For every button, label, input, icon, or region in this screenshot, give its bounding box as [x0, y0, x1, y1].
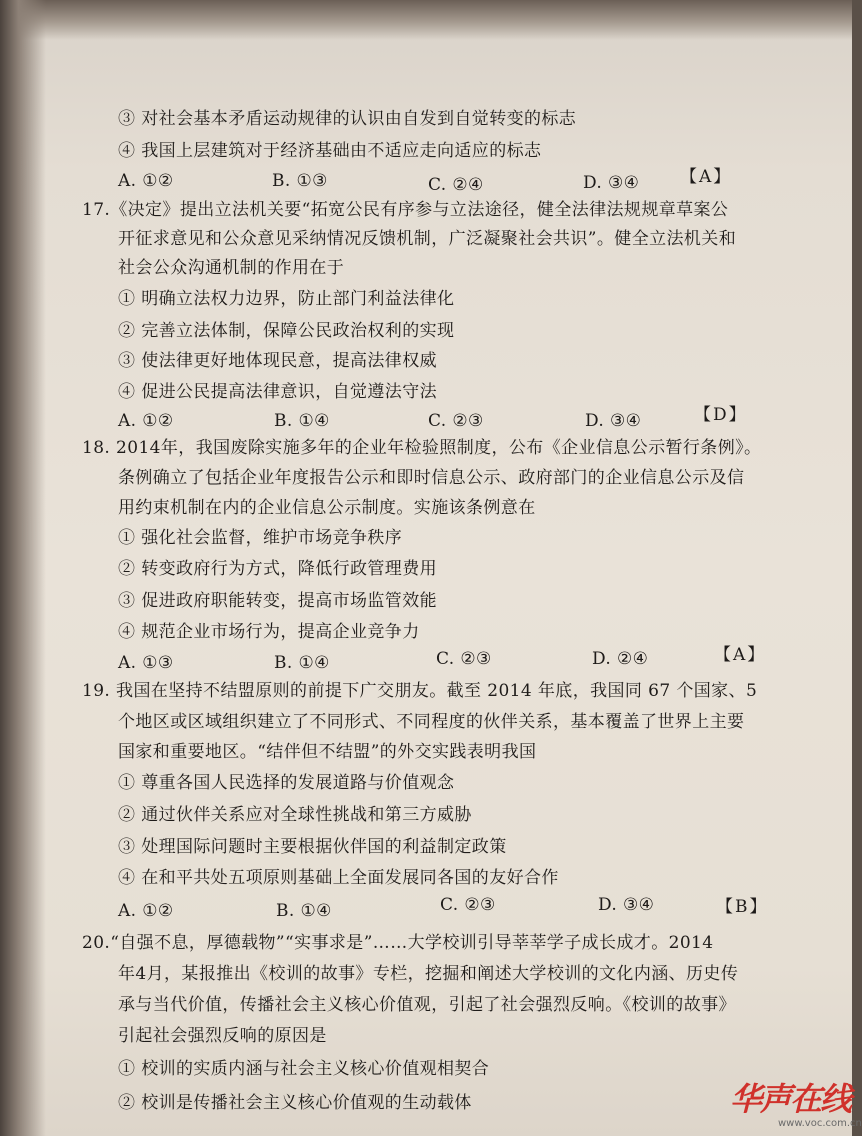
q20-stem-line-4: 引起社会强烈反响的原因是: [118, 1026, 327, 1046]
q18-stem-line-2: 条例确立了包括企业年度报告公示和即时信息公示、政府部门的企业信息公示及信: [118, 468, 745, 488]
q18-option-d: D. ②④: [592, 649, 649, 669]
q17-option-a: A. ①②: [118, 411, 174, 431]
watermark-logo: [730, 1074, 862, 1134]
q17-option-d: D. ③④: [585, 411, 642, 431]
q19-option-b: B. ①④: [276, 901, 332, 921]
q17-item-2: ② 完善立法体制，保障公民政治权利的实现: [118, 321, 455, 341]
q16-option-c: C. ②④: [428, 175, 484, 195]
q18-stem-line-3: 用约束机制在内的企业信息公示制度。实施该条例意在: [118, 498, 536, 518]
q19-stem-line-3: 国家和重要地区。“结伴但不结盟”的外交实践表明我国: [118, 742, 537, 762]
q17-item-3: ③ 使法律更好地体现民意，提高法律权威: [118, 351, 438, 371]
q18-item-1: ① 强化社会监督，维护市场竞争秩序: [118, 528, 403, 548]
q19-item-4: ④ 在和平共处五项原则基础上全面发展同各国的友好合作: [118, 868, 559, 888]
q18-option-a: A. ①③: [118, 653, 174, 673]
q19-item-2: ② 通过伙伴关系应对全球性挑战和第三方威胁: [118, 805, 472, 825]
q18-option-b: B. ①④: [274, 653, 330, 673]
q17-answer: 【D】: [694, 405, 748, 425]
q18-item-3: ③ 促进政府职能转变，提高市场监管效能: [118, 591, 438, 611]
q20-stem-line-3: 承与当代价值，传播社会主义核心价值观，引起了社会强烈反响。《校训的故事》: [118, 995, 736, 1015]
q18-item-4: ④ 规范企业市场行为，提高企业竞争力: [118, 622, 420, 642]
q19-item-1: ① 尊重各国人民选择的发展道路与价值观念: [118, 773, 455, 793]
q17-stem-line-1: 17.《决定》提出立法机关要“拓宽公民有序参与立法途径，健全法律法规规章草案公: [82, 200, 729, 220]
q19-answer: 【B】: [716, 897, 769, 917]
q16-option-b: B. ①③: [272, 171, 328, 191]
q19-stem-line-1: 19. 我国在坚持不结盟原则的前提下广交朋友。截至 2014 年底，我国同 67 个国家、5: [82, 681, 758, 701]
q16-item-4: ④ 我国上层建筑对于经济基础由不适应走向适应的标志: [118, 141, 542, 161]
q20-stem-line-2: 年4月，某报推出《校训的故事》专栏，挖掘和阐述大学校训的文化内涵、历史传: [118, 964, 739, 984]
watermark-url: www.voc.com.cn: [778, 1118, 862, 1129]
q20-stem-line-1: 20.“自强不息，厚德载物”“实事求是”……大学校训引导莘莘学子成长成才。2014: [82, 933, 714, 953]
watermark-logo-text: 华声在线: [730, 1080, 851, 1118]
q16-item-3: ③ 对社会基本矛盾运动规律的认识由自发到自觉转变的标志: [118, 109, 577, 129]
q18-option-c: C. ②③: [436, 649, 492, 669]
left-shadow: [0, 0, 46, 1136]
q19-option-c: C. ②③: [440, 895, 496, 915]
q19-option-a: A. ①②: [118, 901, 174, 921]
q18-answer: 【A】: [714, 645, 767, 665]
q17-stem-line-3: 社会公众沟通机制的作用在于: [118, 258, 345, 278]
q20-item-2: ② 校训是传播社会主义核心价值观的生动载体: [118, 1093, 472, 1113]
q20-item-1: ① 校训的实质内涵与社会主义核心价值观相契合: [118, 1059, 490, 1079]
q18-item-2: ② 转变政府行为方式，降低行政管理费用: [118, 559, 438, 579]
q16-answer: 【A】: [680, 167, 733, 187]
top-shadow: [0, 0, 852, 40]
q19-stem-line-2: 个地区或区域组织建立了不同形式、不同程度的伙伴关系，基本覆盖了世界上主要: [118, 712, 745, 732]
q17-item-4: ④ 促进公民提高法律意识，自觉遵法守法: [118, 382, 438, 402]
q19-option-d: D. ③④: [598, 895, 655, 915]
q16-option-a: A. ①②: [118, 171, 174, 191]
q19-item-3: ③ 处理国际问题时主要根据伙伴国的利益制定政策: [118, 837, 507, 857]
q17-option-c: C. ②③: [428, 411, 484, 431]
q17-item-1: ① 明确立法权力边界，防止部门利益法律化: [118, 289, 455, 309]
q17-option-b: B. ①④: [274, 411, 330, 431]
q16-option-d: D. ③④: [583, 173, 640, 193]
q17-stem-line-2: 开征求意见和公众意见采纳情况反馈机制，广泛凝聚社会共识”。健全立法机关和: [118, 229, 737, 249]
q18-stem-line-1: 18. 2014年，我国废除实施多年的企业年检验照制度，公布《企业信息公示暂行条例》。: [82, 438, 762, 458]
